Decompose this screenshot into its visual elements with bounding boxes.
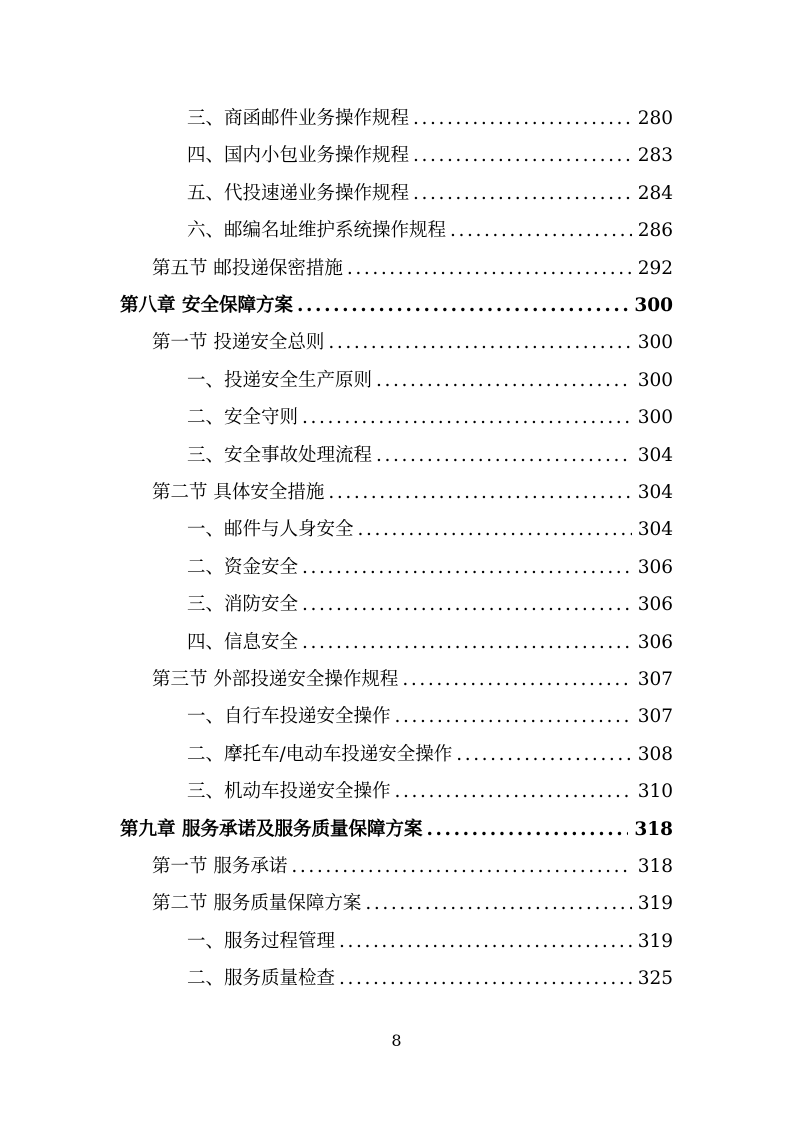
toc-entry bbox=[120, 287, 673, 324]
toc-dot-leader bbox=[413, 100, 632, 137]
toc-entry-title: 三、安全事故处理流程 bbox=[187, 444, 373, 466]
toc-entry bbox=[187, 175, 673, 212]
toc-entry-page: 325 bbox=[637, 968, 673, 990]
toc-entry-title: 二、资金安全 bbox=[187, 556, 299, 578]
toc-entry bbox=[187, 736, 673, 773]
toc-entry-page: 319 bbox=[637, 893, 673, 915]
toc-dot-leader bbox=[302, 399, 632, 436]
toc-entry bbox=[187, 212, 673, 249]
toc-entry-page: 300 bbox=[634, 295, 673, 316]
toc-dot-leader bbox=[426, 811, 628, 848]
toc-entry bbox=[187, 624, 673, 661]
toc-dot-leader bbox=[302, 586, 632, 623]
toc-entry-page: 318 bbox=[637, 856, 673, 877]
toc-entry bbox=[187, 960, 673, 997]
toc-entry-title: 第三节 外部投递安全操作规程 bbox=[152, 669, 399, 690]
toc-dot-leader bbox=[339, 960, 632, 997]
toc-dot-leader bbox=[376, 362, 632, 399]
toc-entry-title: 一、邮件与人身安全 bbox=[187, 519, 354, 541]
toc-entry bbox=[187, 137, 673, 174]
toc-entry-title: 六、邮编名址维护系统操作规程 bbox=[187, 220, 447, 242]
toc-entry bbox=[152, 661, 673, 698]
toc-entry-page: 280 bbox=[637, 108, 673, 129]
toc-dot-leader bbox=[328, 474, 631, 511]
toc-entry bbox=[187, 399, 673, 436]
toc-dot-leader bbox=[413, 175, 632, 212]
toc-entry bbox=[187, 586, 673, 623]
toc-entry-title: 第二节 具体安全措施 bbox=[152, 482, 325, 503]
toc-entry bbox=[152, 324, 673, 361]
toc-entry bbox=[120, 811, 673, 848]
toc-dot-leader bbox=[402, 661, 631, 698]
toc-entry-title: 第五节 邮投递保密措施 bbox=[152, 257, 343, 279]
page-number: 8 bbox=[391, 1031, 402, 1050]
toc-entry bbox=[187, 923, 673, 960]
toc-entry-page: 306 bbox=[637, 631, 673, 653]
toc-dot-leader bbox=[328, 324, 631, 361]
toc-entry-title: 一、自行车投递安全操作 bbox=[187, 706, 391, 728]
toc-entry-page: 304 bbox=[637, 444, 673, 466]
toc-entry-title: 第九章 服务承诺及服务质量保障方案 bbox=[120, 818, 423, 840]
toc-entry-title: 第一节 服务承诺 bbox=[152, 856, 288, 877]
toc-entry-title: 三、机动车投递安全操作 bbox=[187, 781, 391, 803]
toc-entry-title: 第一节 投递安全总则 bbox=[152, 332, 325, 354]
toc-dot-leader bbox=[365, 885, 631, 922]
toc-entry-page: 306 bbox=[637, 556, 673, 578]
toc-entry-page: 307 bbox=[637, 706, 673, 728]
toc-entry-page: 286 bbox=[637, 220, 673, 242]
toc-entry bbox=[187, 773, 673, 810]
toc-entry-page: 283 bbox=[637, 145, 673, 167]
toc-entry-title: 二、服务质量检查 bbox=[187, 968, 336, 990]
toc-dot-leader bbox=[339, 923, 632, 960]
toc-entry-page: 310 bbox=[637, 781, 673, 803]
toc-dot-leader bbox=[297, 287, 628, 324]
toc-entry-title: 第二节 服务质量保障方案 bbox=[152, 893, 362, 915]
toc-dot-leader bbox=[302, 549, 632, 586]
toc-entry-page: 304 bbox=[637, 482, 673, 503]
toc-dot-leader bbox=[450, 212, 632, 249]
toc-dot-leader bbox=[376, 437, 632, 474]
toc-entry-page: 304 bbox=[637, 519, 673, 541]
toc-entry-title: 第八章 安全保障方案 bbox=[120, 295, 293, 316]
toc-entry-page: 300 bbox=[637, 369, 673, 391]
toc-dot-leader bbox=[291, 848, 631, 885]
toc-entry bbox=[152, 250, 673, 287]
toc-entry bbox=[187, 549, 673, 586]
toc-entry-page: 306 bbox=[637, 594, 673, 616]
toc-entry bbox=[187, 100, 673, 137]
toc-entry-title: 五、代投速递业务操作规程 bbox=[187, 182, 410, 204]
toc-entry bbox=[152, 885, 673, 922]
toc-entry bbox=[187, 511, 673, 548]
toc-entry-title: 一、投递安全生产原则 bbox=[187, 369, 373, 391]
toc-entry-title: 二、安全守则 bbox=[187, 407, 299, 429]
toc-entry bbox=[152, 474, 673, 511]
toc-entry-page: 300 bbox=[637, 407, 673, 429]
toc-dot-leader bbox=[358, 511, 632, 548]
toc-dot-leader bbox=[347, 250, 632, 287]
toc-entry-title: 一、服务过程管理 bbox=[187, 930, 336, 952]
toc-entry-page: 308 bbox=[637, 743, 673, 765]
toc-dot-leader bbox=[413, 137, 632, 174]
toc-entry-title: 三、商函邮件业务操作规程 bbox=[187, 108, 410, 129]
toc-entry-title: 二、摩托车/电动车投递安全操作 bbox=[187, 743, 453, 765]
toc-entry-page: 319 bbox=[637, 930, 673, 952]
toc-entry-page: 318 bbox=[634, 818, 673, 840]
toc-dot-leader bbox=[395, 773, 632, 810]
toc-entry-title: 四、国内小包业务操作规程 bbox=[187, 145, 410, 167]
toc-entry-page: 284 bbox=[637, 182, 673, 204]
toc-entry bbox=[187, 362, 673, 399]
toc-entry-title: 四、信息安全 bbox=[187, 631, 299, 653]
toc-dot-leader bbox=[456, 736, 631, 773]
toc-entry-title: 三、消防安全 bbox=[187, 594, 299, 616]
toc-dot-leader bbox=[302, 624, 632, 661]
toc-entry-page: 307 bbox=[637, 669, 673, 690]
toc-dot-leader bbox=[395, 698, 632, 735]
toc-entry bbox=[152, 848, 673, 885]
toc-entry-page: 300 bbox=[637, 332, 673, 354]
toc-entry-page: 292 bbox=[637, 257, 673, 279]
toc-entry bbox=[187, 437, 673, 474]
toc-entry bbox=[187, 698, 673, 735]
